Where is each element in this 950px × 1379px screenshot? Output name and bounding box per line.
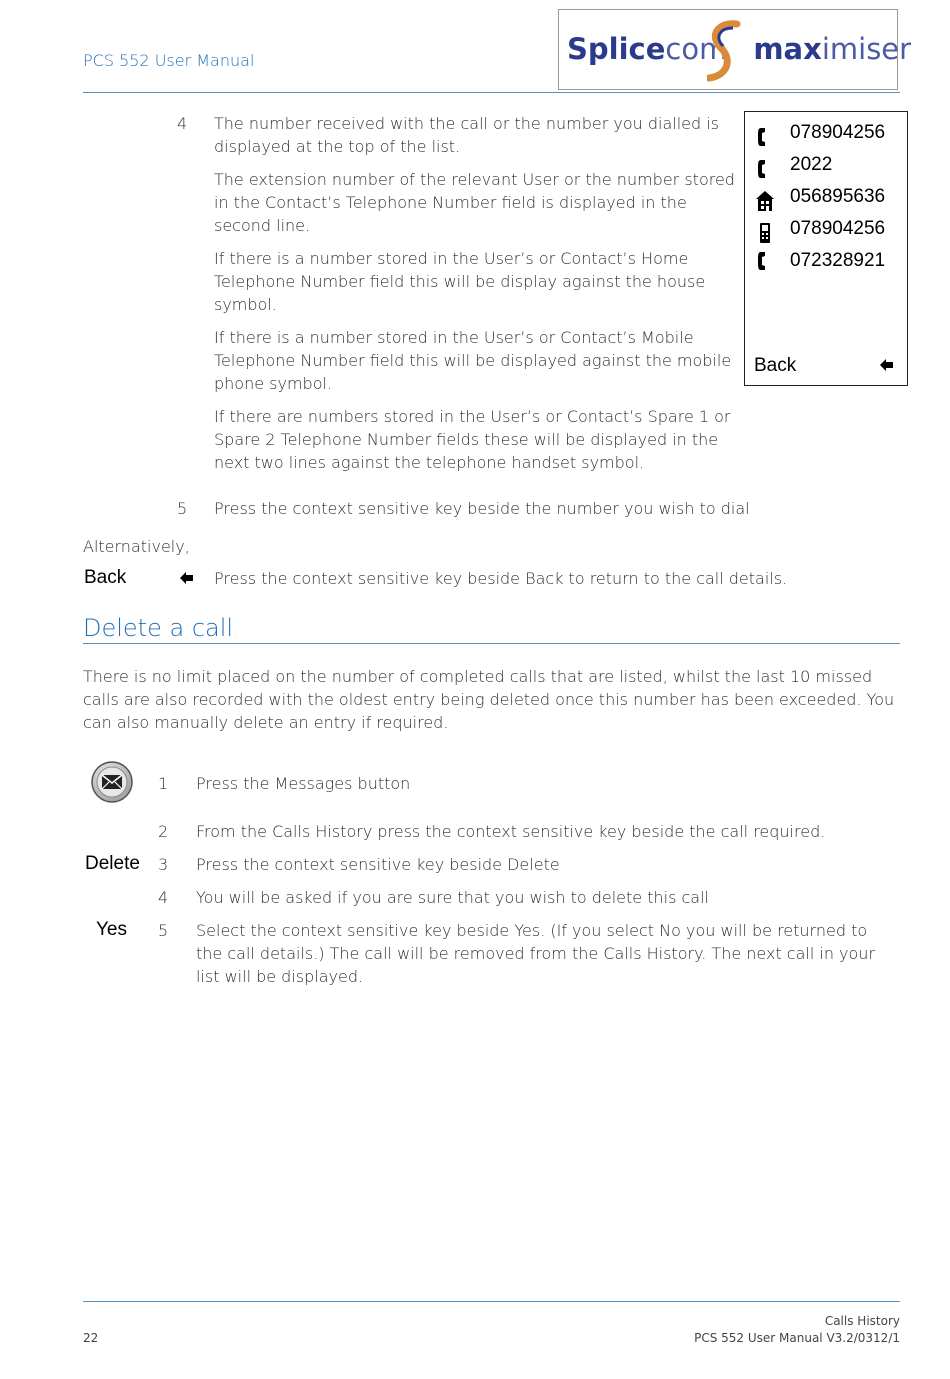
step-number: 2 [158, 822, 169, 841]
logo-swirl-icon [707, 18, 741, 84]
phone-display-screen [744, 111, 908, 386]
alternatively-label: Alternatively, [83, 537, 190, 556]
step-number: 4 [177, 114, 188, 133]
step-number: 5 [158, 921, 169, 940]
header-rule [83, 92, 900, 93]
display-number: 056895636 [790, 186, 886, 207]
handset-icon [755, 126, 775, 148]
back-softkey-label: Back [84, 567, 127, 588]
logo-text-splice: Splice [567, 32, 666, 66]
handset-icon [755, 158, 775, 180]
display-row-4[interactable] [755, 218, 900, 246]
paragraph: If there is a number stored in the User’s or Contact’s Home Telephone Number field this will be display against the house symbol. [214, 249, 706, 314]
display-number: 072328921 [790, 250, 886, 271]
delete-step-3-text: Press the context sensitive key beside Delete [196, 855, 560, 874]
section-rule [83, 643, 900, 644]
yes-softkey-label: Yes [96, 919, 127, 940]
display-row-5[interactable] [755, 250, 900, 278]
splicecom-maximiser-logo [558, 9, 912, 90]
display-row-1[interactable] [755, 122, 900, 150]
paragraph: The number received with the call or the number you dialled is displayed at the top of the list. [214, 114, 720, 156]
document-title: PCS 552 User Manual [83, 51, 255, 70]
footer-rule [83, 1301, 900, 1302]
display-row-3[interactable] [755, 186, 900, 214]
display-row-2[interactable] [755, 154, 900, 182]
step-number: 3 [158, 855, 169, 874]
display-back-softkey[interactable] [754, 355, 796, 377]
display-number: 078904256 [790, 122, 886, 143]
section-intro: There is no limit placed on the number of completed calls that are listed, whilst the last 10 missed calls are also recorded with the oldest entry being deleted once this number has been exceeded. You can also manually delete an entry if required. [83, 667, 895, 732]
footer-section: Calls History [824, 1314, 900, 1328]
logo-text-com: com [665, 32, 728, 66]
back-arrow-icon [879, 358, 895, 372]
paragraph: The extension number of the relevant User or the number stored in the Contact’s Telephone Number field is displayed in the second line. [214, 170, 735, 235]
logo-text-imiser: imiser [821, 32, 912, 66]
house-icon [755, 190, 775, 212]
delete-step-4-text: You will be asked if you are sure that you wish to delete this call [196, 888, 709, 907]
display-number: 2022 [790, 154, 833, 175]
logo-text-max: max [753, 32, 822, 66]
footer-doc-version: PCS 552 User Manual V3.2/0312/1 [694, 1331, 900, 1345]
step-number: 5 [177, 499, 188, 518]
paragraph: If there are numbers stored in the User’s or Contact’s Spare 1 or Spare 2 Telephone Number fields these will be displayed in the next two lines against the telephone handset symbol. [214, 407, 731, 472]
mobile-phone-icon [755, 222, 775, 244]
section-heading: Delete a call [83, 614, 234, 642]
step-5-text: Press the context sensitive key beside the number you wish to dial [214, 499, 750, 518]
delete-step-1-text: Press the Messages button [196, 774, 411, 793]
display-number: 078904256 [790, 218, 886, 239]
page-number: 22 [83, 1331, 99, 1345]
step-number: 1 [158, 774, 169, 793]
back-step-text: Press the context sensitive key beside Back to return to the call details. [214, 569, 788, 588]
delete-softkey-label: Delete [85, 853, 140, 874]
delete-step-2-text: From the Calls History press the context sensitive key beside the call required. [196, 822, 826, 841]
paragraph: If there is a number stored in the User’s or Contact’s Mobile Telephone Number field this will be displayed against the mobile phone symbol. [214, 328, 732, 393]
back-arrow-icon [179, 571, 195, 585]
display-back-label: Back [754, 355, 797, 376]
step-number: 4 [158, 888, 169, 907]
step-4-text [214, 112, 739, 474]
delete-step-5-text: Select the context sensitive key beside Yes. (If you select No you will be returned to the call details.) The call will be removed from the Calls History. The next call in your list will be displayed. [196, 921, 876, 986]
handset-icon [755, 250, 775, 272]
messages-button-icon [90, 760, 134, 804]
